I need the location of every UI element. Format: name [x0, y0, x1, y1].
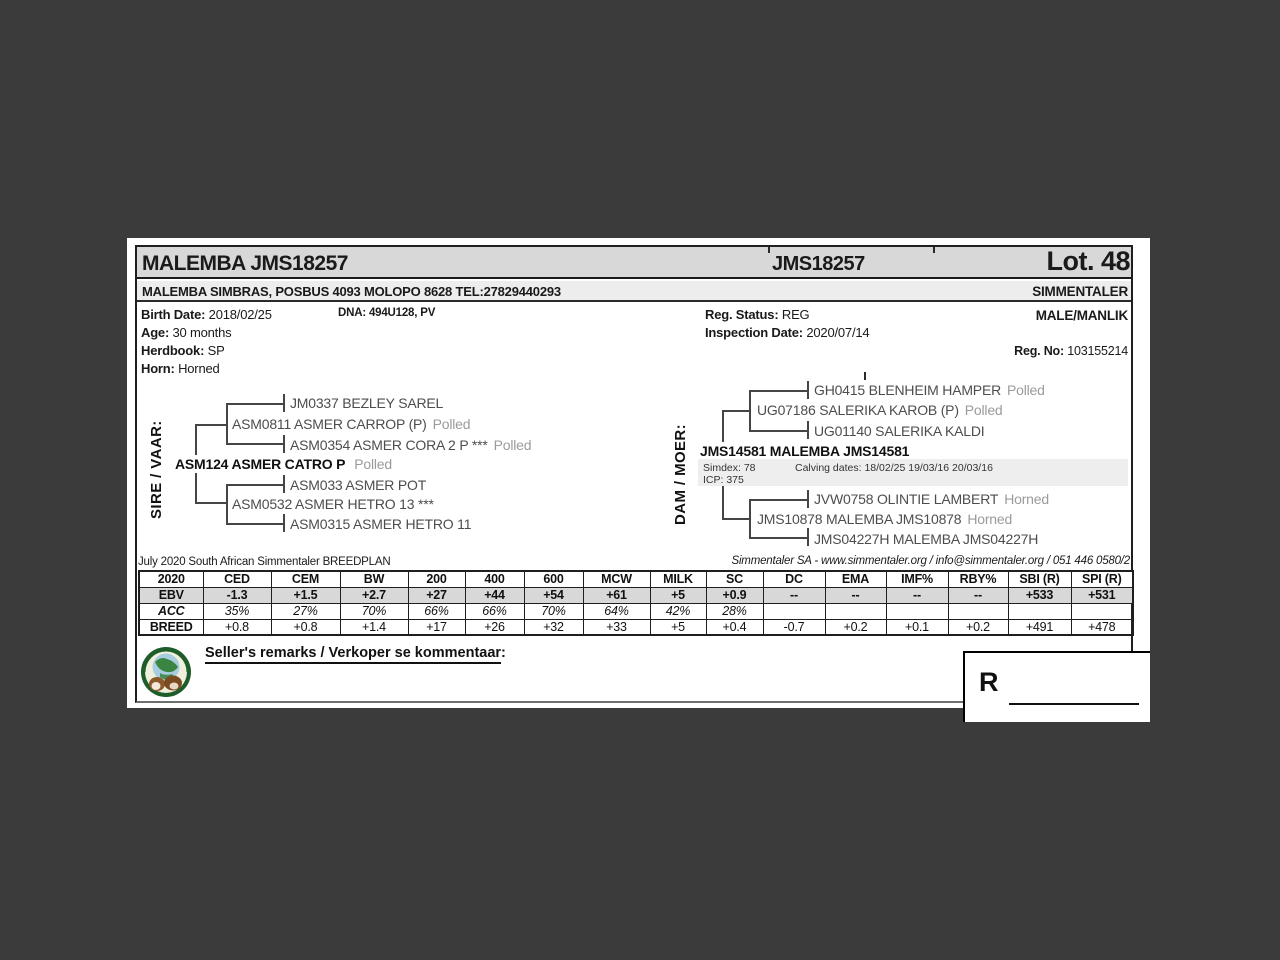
- pedigree-connector: [226, 523, 284, 525]
- pedigree-node-dam-ggs1: GH0415 BLENHEIM HAMPER Polled: [814, 382, 1045, 398]
- horn-status-tag: Horned: [1004, 491, 1049, 507]
- ebv-cell: +1.4: [340, 619, 408, 635]
- ebv-cell: [1008, 603, 1071, 619]
- animal-id: JMS18257: [772, 253, 865, 275]
- ebv-cell: [948, 603, 1008, 619]
- pedigree-connector: [283, 514, 285, 532]
- reg-no-label: Reg. No:: [1014, 344, 1064, 358]
- horn-status-tag: Polled: [432, 416, 471, 432]
- pedigree-node-sire-ggd1: ASM0354 ASMER CORA 2 P *** Polled: [290, 437, 532, 453]
- ebv-row-label: EBV: [139, 587, 203, 603]
- seller-remarks-heading: [205, 645, 506, 661]
- ebv-cell: [886, 603, 948, 619]
- pedigree-connector: [226, 443, 284, 445]
- pedigree-connector: [749, 537, 808, 539]
- horn-status-tag: Horned: [967, 511, 1013, 527]
- ebv-col-header: IMF%: [886, 571, 948, 587]
- pedigree-connector: [226, 484, 284, 486]
- pedigree-connector: [226, 403, 228, 445]
- ebv-cell: 27%: [271, 603, 340, 619]
- pedigree-node-sire: ASM124 ASMER CATRO P Polled: [175, 456, 392, 472]
- ebv-col-header: 400: [465, 571, 524, 587]
- ebv-cell: +0.8: [203, 619, 271, 635]
- pedigree-connector: [283, 475, 285, 493]
- pedigree-connector: [749, 430, 808, 432]
- ebv-row-label: BREED: [139, 619, 203, 635]
- cell-tick: [933, 247, 935, 253]
- pedigree-connector: [226, 403, 284, 405]
- pedigree-node-sire-gs: ASM0811 ASMER CARROP (P) Polled: [232, 416, 471, 432]
- currency-symbol: R: [979, 667, 999, 697]
- reg-status-row: [705, 308, 809, 323]
- reg-status-label: Reg. Status:: [705, 307, 779, 322]
- cell-tick: [768, 247, 770, 253]
- pedigree-connector: [807, 490, 809, 508]
- ebv-row-ebv: [139, 587, 1133, 603]
- ebv-cell: +0.2: [948, 619, 1008, 635]
- ebv-cell: +0.2: [825, 619, 886, 635]
- ebv-col-header: RBY%: [948, 571, 1008, 587]
- pedigree-node-sire-gd: ASM0532 ASMER HETRO 13 ***: [232, 496, 434, 512]
- ebv-cell: +5: [650, 619, 706, 635]
- reg-no-row: [1014, 344, 1128, 358]
- herdbook-label: Herdbook:: [141, 343, 205, 358]
- ebv-cell: +2.7: [340, 587, 408, 603]
- pedigree-connector: [749, 499, 751, 539]
- ebv-row-breed: [139, 619, 1133, 635]
- pedigree-connector: [283, 394, 285, 412]
- ebv-cell: --: [886, 587, 948, 603]
- price-blank-line: [1009, 703, 1139, 705]
- ebv-table: [138, 570, 1134, 636]
- ebv-cell: [825, 603, 886, 619]
- ebv-col-header: DC: [763, 571, 825, 587]
- pedigree-node-dam-ggd2: JMS04227H MALEMBA JMS04227H: [814, 531, 1039, 547]
- breeder-contact-line: MALEMBA SIMBRAS, POSBUS 4093 MOLOPO 8628 TEL:27829440293: [142, 284, 561, 299]
- cell-tick: [864, 372, 866, 380]
- birth-date-label: Birth Date:: [141, 307, 206, 322]
- pedigree-connector: [226, 484, 228, 525]
- page-title: MALEMBA JMS18257: [142, 252, 348, 275]
- ebv-cell: 66%: [408, 603, 465, 619]
- ebv-table-head-row: [139, 571, 1133, 587]
- ebv-cell: --: [763, 587, 825, 603]
- horn-status-tag: Polled: [964, 402, 1003, 418]
- birth-date-row: [141, 308, 272, 323]
- pedigree-connector: [749, 499, 808, 501]
- ebv-col-header: SBI (R): [1008, 571, 1071, 587]
- ebv-cell: +533: [1008, 587, 1071, 603]
- pedigree-connector: [807, 381, 809, 399]
- ebv-cell: +0.9: [706, 587, 763, 603]
- horn-status-tag: Polled: [1007, 382, 1045, 398]
- herdbook-value: SP: [207, 343, 225, 358]
- ebv-cell: 35%: [203, 603, 271, 619]
- ebv-cell: 70%: [340, 603, 408, 619]
- ebv-cell: +0.1: [886, 619, 948, 635]
- ebv-cell: -0.7: [763, 619, 825, 635]
- dam-calving-dates: Calving dates: 18/02/25 19/03/16 20/03/16: [795, 462, 993, 474]
- ebv-cell: +1.5: [271, 587, 340, 603]
- dam-section-label: DAM / MOER:: [672, 423, 689, 525]
- sire-section-label: SIRE / VAAR:: [148, 420, 165, 519]
- pedigree-node-dam: JMS14581 MALEMBA JMS14581: [700, 443, 912, 459]
- seller-remarks-label: Seller's remarks / Verkoper se kommentaar: [205, 645, 501, 664]
- breedplan-contact: Simmentaler SA - www.simmentaler.org / info@simmentaler.org / 051 446 0580/2: [731, 555, 1130, 567]
- horn-row: [141, 362, 220, 377]
- ebv-cell: 66%: [465, 603, 524, 619]
- ebv-cell: +0.4: [706, 619, 763, 635]
- ebv-cell: +5: [650, 587, 706, 603]
- ebv-col-header: CED: [203, 571, 271, 587]
- ebv-col-header: 2020: [139, 571, 203, 587]
- pedigree-node-dam-gs: UG07186 SALERIKA KAROB (P) Polled: [757, 402, 1003, 418]
- herdbook-row: [141, 344, 225, 359]
- ebv-cell: [1071, 603, 1133, 619]
- age-value: 30 months: [172, 325, 232, 340]
- ebv-col-header: MILK: [650, 571, 706, 587]
- ebv-cell: +491: [1008, 619, 1071, 635]
- dam-icp: ICP: 375: [703, 474, 744, 486]
- ebv-cell: --: [825, 587, 886, 603]
- pedigree-connector: [749, 390, 808, 392]
- horn-value: Horned: [178, 361, 220, 376]
- ebv-cell: +17: [408, 619, 465, 635]
- ebv-cell: --: [948, 587, 1008, 603]
- ebv-cell: 64%: [583, 603, 650, 619]
- ebv-cell: +44: [465, 587, 524, 603]
- pedigree-node-dam-gd: JMS10878 MALEMBA JMS10878 Horned: [757, 511, 1013, 527]
- dam-info-strip: [698, 459, 1128, 486]
- ebv-cell: 42%: [650, 603, 706, 619]
- age-label: Age:: [141, 325, 170, 340]
- horn-status-tag: Polled: [354, 456, 392, 472]
- ebv-col-header: 600: [524, 571, 583, 587]
- dna-label: DNA:: [338, 307, 366, 319]
- birth-date-value: 2018/02/25: [208, 307, 272, 322]
- pedigree-node-sire-ggs2: ASM033 ASMER POT: [290, 477, 427, 493]
- ebv-cell: +27: [408, 587, 465, 603]
- ebv-row-label: ACC: [139, 603, 203, 619]
- inspection-date-value: 2020/07/14: [806, 325, 870, 340]
- ebv-cell: +32: [524, 619, 583, 635]
- horn-status-tag: Polled: [493, 437, 532, 453]
- lot-number: Lot. 48: [1046, 246, 1130, 276]
- pedigree-connector: [807, 421, 809, 439]
- sex-badge: MALE/MANLIK: [1035, 308, 1128, 323]
- ebv-cell: +33: [583, 619, 650, 635]
- pedigree-connector: [722, 518, 750, 520]
- ebv-cell: +531: [1071, 587, 1133, 603]
- breedplan-caption: July 2020 South African Simmentaler BREEDPLAN: [138, 556, 391, 568]
- horn-label: Horn:: [141, 361, 175, 376]
- pedigree-connector: [195, 502, 228, 504]
- ebv-table-body: [139, 587, 1133, 635]
- ebv-cell: [763, 603, 825, 619]
- pedigree-connector: [807, 528, 809, 546]
- ebv-col-header: SPI (R): [1071, 571, 1133, 587]
- ebv-cell: 70%: [524, 603, 583, 619]
- dna-row: [338, 307, 435, 320]
- pedigree-node-sire-ggd2: ASM0315 ASMER HETRO 11: [290, 516, 472, 532]
- ebv-cell: +478: [1071, 619, 1133, 635]
- ebv-col-header: EMA: [825, 571, 886, 587]
- pedigree-node-dam-ggd1: UG01140 SALERIKA KALDI: [814, 423, 985, 439]
- ebv-col-header: 200: [408, 571, 465, 587]
- ebv-cell: +0.8: [271, 619, 340, 635]
- ebv-col-header: MCW: [583, 571, 650, 587]
- reg-no-value: 103155214: [1067, 344, 1128, 358]
- inspection-date-row: [705, 326, 869, 341]
- inspection-date-label: Inspection Date:: [705, 325, 803, 340]
- ebv-cell: -1.3: [203, 587, 271, 603]
- price-box: [963, 651, 1150, 722]
- pedigree-connector: [195, 424, 228, 426]
- simmentaler-sa-logo: [140, 646, 192, 698]
- reg-status-value: REG: [781, 307, 810, 322]
- ebv-col-header: BW: [340, 571, 408, 587]
- ebv-cell: 28%: [706, 603, 763, 619]
- dna-value: 494U128, PV: [368, 307, 436, 319]
- pedigree-connector: [283, 435, 285, 453]
- pedigree-connector: [722, 410, 750, 412]
- dam-simdex: Simdex: 78: [703, 462, 756, 474]
- pedigree-connector: [749, 390, 751, 432]
- seller-remarks-colon: :: [501, 645, 506, 661]
- pedigree-node-dam-ggs2: JVW0758 OLINTIE LAMBERT Horned: [814, 491, 1049, 507]
- ebv-cell: +61: [583, 587, 650, 603]
- ebv-col-header: SC: [706, 571, 763, 587]
- ebv-cell: +26: [465, 619, 524, 635]
- ebv-row-acc: [139, 603, 1133, 619]
- age-row: [141, 326, 231, 341]
- pedigree-node-sire-ggs1: JM0337 BEZLEY SAREL: [290, 395, 444, 411]
- breed-name: SIMMENTALER: [1032, 284, 1128, 299]
- ebv-cell: +54: [524, 587, 583, 603]
- ebv-col-header: CEM: [271, 571, 340, 587]
